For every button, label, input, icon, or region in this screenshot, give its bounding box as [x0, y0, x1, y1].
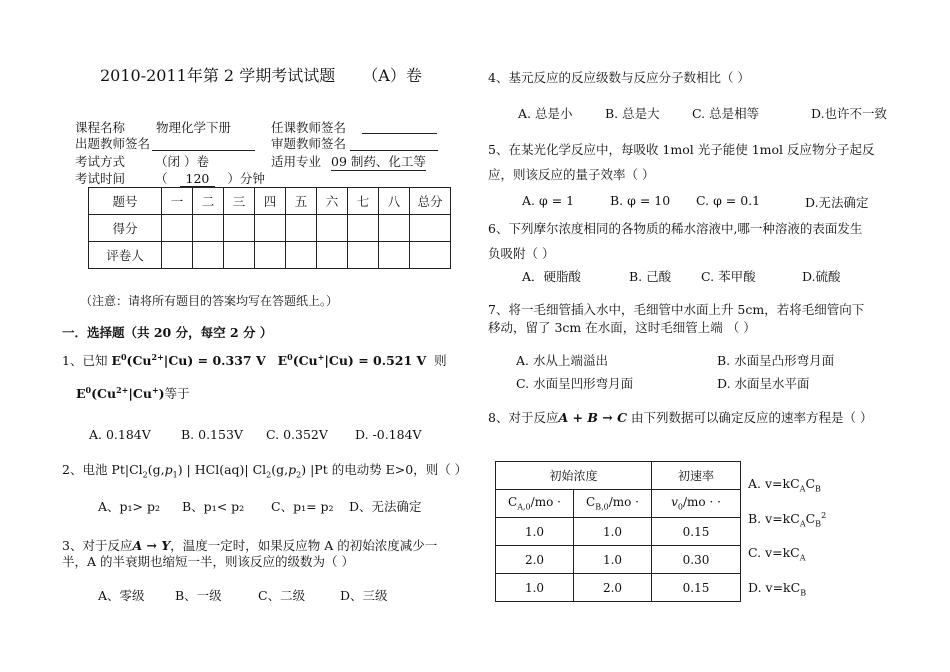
score-table-header: 四	[255, 188, 286, 215]
q1-option-a: A. 0.184V	[89, 427, 151, 442]
exam-title: 2010-2011年第 2 学期考试试题 （A）卷	[100, 66, 422, 85]
q6-option-c: C. 苯甲酸	[701, 269, 756, 284]
score-row-label: 得分	[89, 215, 162, 242]
question-3: 3、对于反应A → Y，温度一定时，如果反应物 A 的初始浓度减少一	[62, 538, 438, 553]
exam-time-label: 考试时间	[75, 171, 126, 186]
q6-option-d: D.硫酸	[802, 269, 841, 284]
notice: （注意：请将所有题目的答案均写在答题纸上。）	[80, 294, 339, 308]
score-row	[89, 215, 451, 242]
q5-option-a: A. φ = 1	[522, 193, 575, 208]
q2-option-a: A、p₁> p₂	[98, 499, 160, 514]
header-initial-rate: 初速率	[652, 462, 741, 490]
rate-table-units-row	[496, 490, 741, 518]
cell-cb0: 1.0	[574, 518, 652, 546]
q5-option-c: C. φ = 0.1	[696, 193, 761, 208]
q4-option-b: B. 总是大	[605, 106, 660, 121]
cell-v0: 0.30	[652, 546, 741, 574]
question-1-line-2: $E^0(Cu^{2+}|Cu^+)$等于	[76, 384, 190, 401]
question-4: 4、基元反应的反应级数与反应分子数相比（ ）	[488, 70, 750, 85]
score-table-header-row	[89, 188, 451, 215]
score-table-header: 总分	[410, 188, 451, 215]
major-label: 适用专业	[271, 154, 322, 169]
q8-option-a: A. $v=kC_AC_B$	[748, 476, 821, 494]
setter-label: 出题教师签名	[75, 136, 151, 151]
q5-option-d: D.无法确定	[805, 195, 869, 210]
q8-option-b: B. $v=kC_AC_B^2$	[748, 511, 827, 529]
q8-option-c: C. $v=kC_A$	[748, 545, 806, 563]
exam-mode-value: （闭 ）卷	[155, 154, 209, 169]
q8-option-d: D. $v=kC_B$	[748, 580, 807, 598]
question-1: 1、已知 $E^0(Cu^{2+}|Cu) = 0.337$ V $E^0(Cu^+|Cu) = 0.521$ V 则	[62, 351, 447, 368]
score-table	[88, 187, 451, 269]
q2-option-d: D、无法确定	[349, 499, 422, 514]
cell-ca0: 1.0	[496, 518, 574, 546]
cell-v0: 0.15	[652, 574, 741, 602]
teacher-sign-line	[362, 133, 437, 134]
cell-cb0: 2.0	[574, 574, 652, 602]
q4-option-a: A. 总是小	[518, 106, 573, 121]
question-6: 6、下列摩尔浓度相同的各物质的稀水溶液中,哪一种溶液的表面发生	[488, 221, 863, 236]
q7-option-d: D. 水面呈水平面	[717, 376, 810, 391]
header-initial-conc: 初始浓度	[496, 462, 652, 490]
q3-option-a: A、零级	[98, 588, 145, 603]
rate-data-table	[495, 461, 741, 602]
question-6-line-2: 负吸附（ ）	[488, 246, 555, 261]
q1-option-b: B. 0.153V	[181, 427, 243, 442]
score-table-header: 一	[162, 188, 193, 215]
exam-time-value: （ 120 ）分钟	[155, 171, 265, 186]
q7-option-c: C. 水面呈凹形弯月面	[516, 376, 634, 391]
setter-line	[152, 150, 255, 151]
reviewer-label: 审题教师签名	[271, 136, 347, 151]
exam-mode-label: 考试方式	[75, 154, 126, 169]
question-7: 7、将一毛细管插入水中，毛细管中水面上升 5cm，若将毛细管向下	[488, 302, 865, 317]
question-8: 8、对于反应A + B → C 由下列数据可以确定反应的速率方程是（ ）	[488, 410, 873, 425]
q6-option-a: A．硬脂酸	[522, 269, 582, 284]
q1-option-c: C. 0.352V	[266, 427, 328, 442]
table-row	[496, 546, 741, 574]
grader-row-label: 评卷人	[89, 242, 162, 269]
question-2: 2、电池 $Pt|Cl_2(g,p_1)$ | HCl(aq)| $Cl_2(g,p_2)$ |Pt 的电动势 E>0，则（ ）	[62, 462, 468, 480]
course-name-label: 课程名称	[75, 120, 126, 135]
score-table-header: 六	[317, 188, 348, 215]
teacher-sign-label: 任课教师签名	[271, 120, 347, 135]
score-table-header: 八	[379, 188, 410, 215]
cell-ca0: 1.0	[496, 574, 574, 602]
q2-option-c: C、p₁= p₂	[271, 499, 334, 514]
q6-option-b: B. 己酸	[629, 269, 672, 284]
question-3-line-2: 半，A 的半衰期也缩短一半，则该反应的级数为（ ）	[62, 554, 354, 569]
q2-option-b: B、p₁< p₂	[182, 499, 245, 514]
score-table-header: 三	[224, 188, 255, 215]
col-cb0: $C_{B,0}/mo$ ·	[574, 490, 652, 518]
q1-option-d: D. -0.184V	[355, 427, 422, 442]
cell-v0: 0.15	[652, 518, 741, 546]
rate-table-header-row	[496, 462, 741, 490]
cell-cb0: 1.0	[574, 546, 652, 574]
score-table-header: 二	[193, 188, 224, 215]
score-table-header: 五	[286, 188, 317, 215]
q7-option-b: B. 水面呈凸形弯月面	[717, 353, 835, 368]
cell-ca0: 2.0	[496, 546, 574, 574]
course-name-value: 物理化学下册	[156, 120, 232, 135]
question-5-line-2: 应，则该反应的量子效率（ ）	[488, 167, 655, 182]
score-table-header: 题号	[89, 188, 162, 215]
grader-row	[89, 242, 451, 269]
reviewer-line	[350, 150, 438, 151]
major-value: 09 制药、化工等	[331, 154, 426, 169]
q3-option-c: C、二级	[258, 588, 306, 603]
score-table-header: 七	[348, 188, 379, 215]
question-7-line-2: 移动，留了 3cm 在水面，这时毛细管上端 （ ）	[488, 320, 756, 335]
table-row	[496, 518, 741, 546]
q3-option-d: D、三级	[340, 588, 388, 603]
q5-option-b: B. φ = 10	[610, 193, 671, 208]
col-v0: $v_0/mo$ · ·	[652, 490, 741, 518]
q3-option-b: B、一级	[175, 588, 222, 603]
section-1-heading: 一．选择题（共 20 分，每空 2 分 ）	[62, 325, 273, 340]
q4-option-d: D.也许不一致	[811, 106, 888, 121]
table-row	[496, 574, 741, 602]
question-5: 5、在某光化学反应中，每吸收 1mol 光子能使 1mol 反应物分子起反	[488, 142, 875, 157]
q7-option-a: A. 水从上端溢出	[516, 353, 608, 368]
col-ca0: $C_{A,0}/mo$ ·	[496, 490, 574, 518]
q4-option-c: C. 总是相等	[692, 106, 760, 121]
